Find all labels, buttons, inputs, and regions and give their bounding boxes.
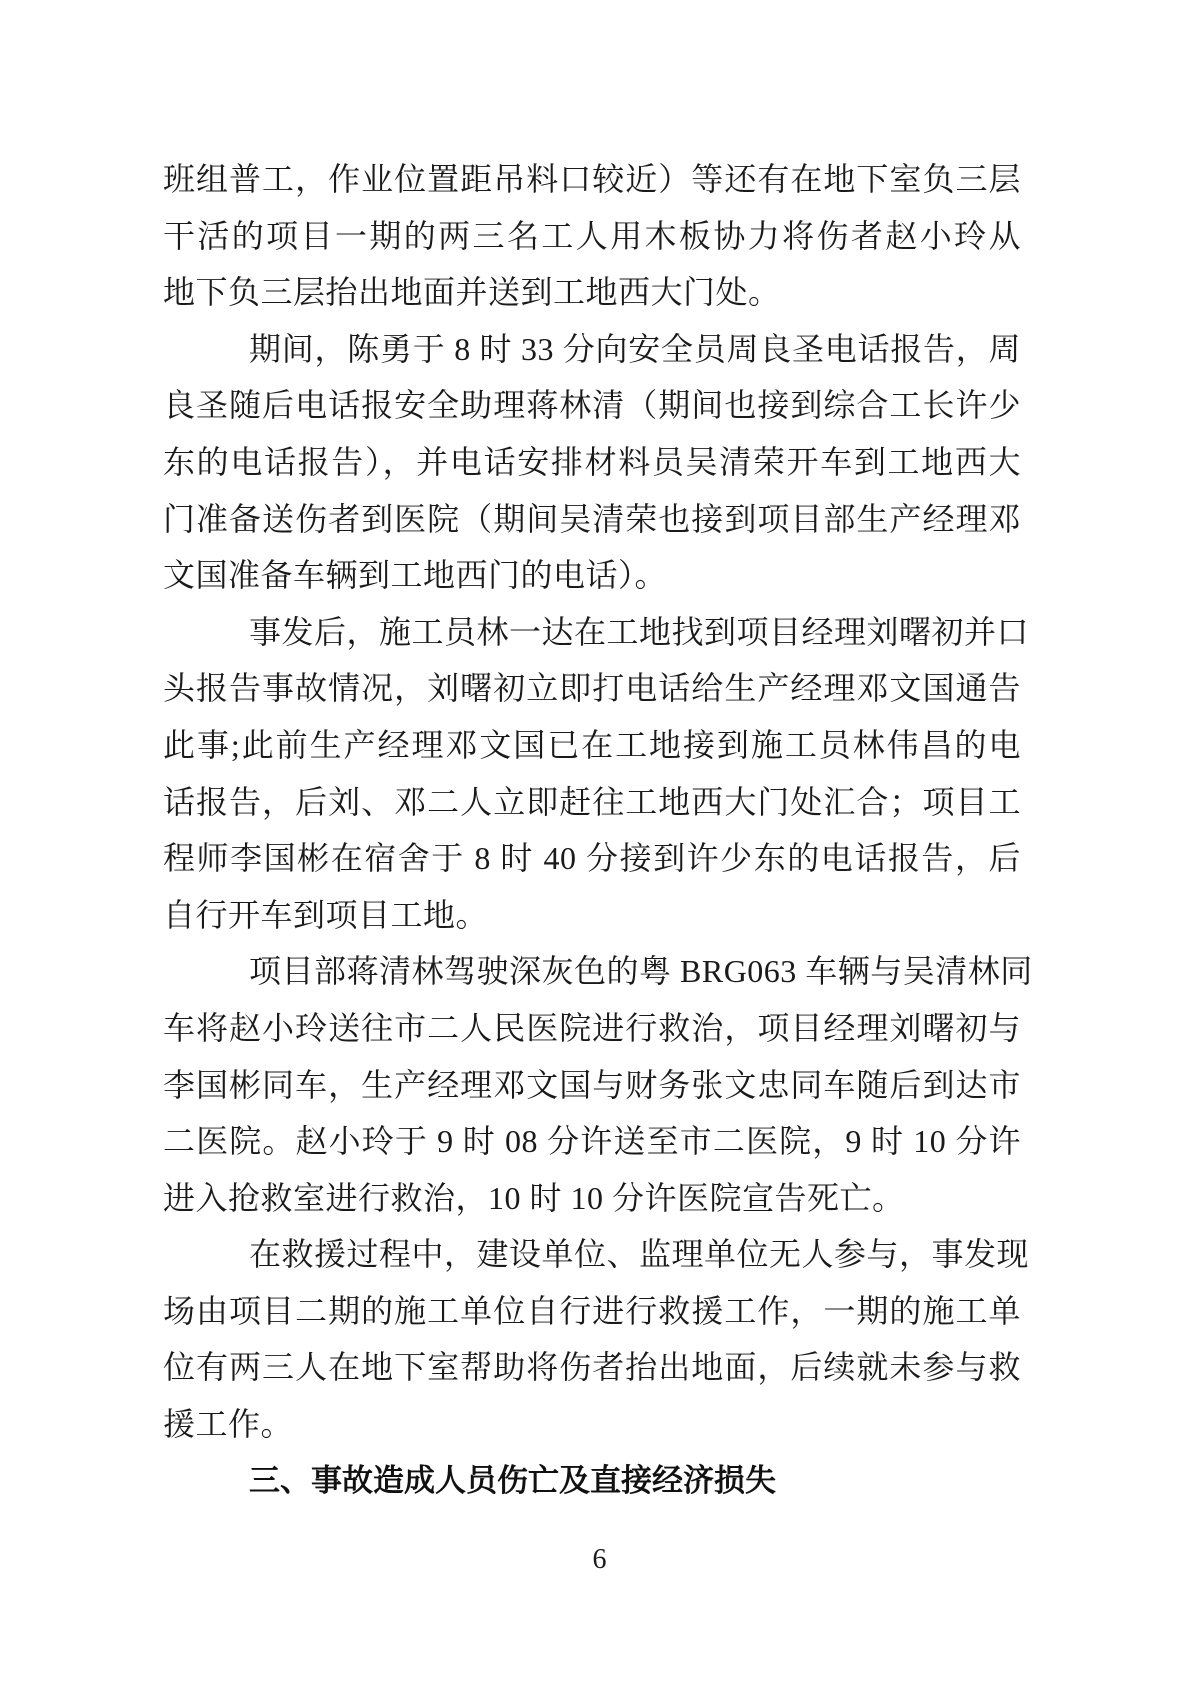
- text-line: 头报告事故情况，刘曙初立即打电话给生产经理邓文国通告: [163, 670, 1021, 707]
- text-line: 项目部蒋清林驾驶深灰色的粤 BRG063 车辆与吴清林同: [249, 953, 1033, 990]
- text-line: 干活的项目一期的两三名工人用木板协力将伤者赵小玲从: [163, 217, 1021, 254]
- text-line: 程师李国彬在宿舍于 8 时 40 分接到许少东的电话报告，后: [163, 840, 1021, 877]
- document-text: [163, 151, 1033, 1453]
- text-line: 此事;此前生产经理邓文国已在工地接到施工员林伟昌的电: [163, 726, 1021, 763]
- text-line: 文国准备车辆到工地西门的电话）。: [163, 557, 668, 594]
- page-number: 6: [592, 1544, 607, 1575]
- text-line: 援工作。: [163, 1406, 294, 1443]
- text-line: 班组普工，作业位置距吊料口较近）等还有在地下室负三层: [163, 161, 1021, 197]
- document-content: [163, 151, 1033, 1509]
- text-line: 在救援过程中，建设单位、监理单位无人参与，事发现: [249, 1236, 1030, 1273]
- text-line: 二医院。赵小玲于 9 时 08 分许送至市二医院，9 时 10 分许: [163, 1123, 1021, 1160]
- text-line: 良圣随后电话报安全助理蒋林清（期间也接到综合工长许少: [163, 387, 1021, 424]
- text-line: 期间，陈勇于 8 时 33 分向安全员周良圣电话报告，周: [249, 330, 1021, 367]
- text-line: 李国彬同车，生产经理邓文国与财务张文忠同车随后到达市: [163, 1066, 1021, 1103]
- text-line: 话报告，后刘、邓二人立即赶往工地西大门处汇合；项目工: [163, 783, 1021, 820]
- text-line: 车将赵小玲送往市二人民医院进行救治，项目经理刘曙初与: [163, 1009, 1021, 1046]
- text-line: 自行开车到项目工地。: [163, 896, 489, 933]
- text-line: 位有两三人在地下室帮助将伤者抬出地面，后续就未参与救: [163, 1349, 1021, 1386]
- section-heading: 三、事故造成人员伤亡及直接经济损失: [249, 1462, 776, 1498]
- text-line: 进入抢救室进行救治，10 时 10 分许医院宣告死亡。: [163, 1179, 905, 1216]
- text-line: 场由项目二期的施工单位自行进行救援工作，一期的施工单: [163, 1292, 1021, 1329]
- text-line: 事发后，施工员林一达在工地找到项目经理刘曙初并口: [249, 613, 1030, 650]
- text-line: 门准备送伤者到医院（期间吴清荣也接到项目部生产经理邓: [163, 500, 1021, 537]
- text-line: 地下负三层抬出地面并送到工地西大门处。: [163, 274, 781, 311]
- text-line: 东的电话报告），并电话安排材料员吴清荣开车到工地西大: [163, 443, 1021, 480]
